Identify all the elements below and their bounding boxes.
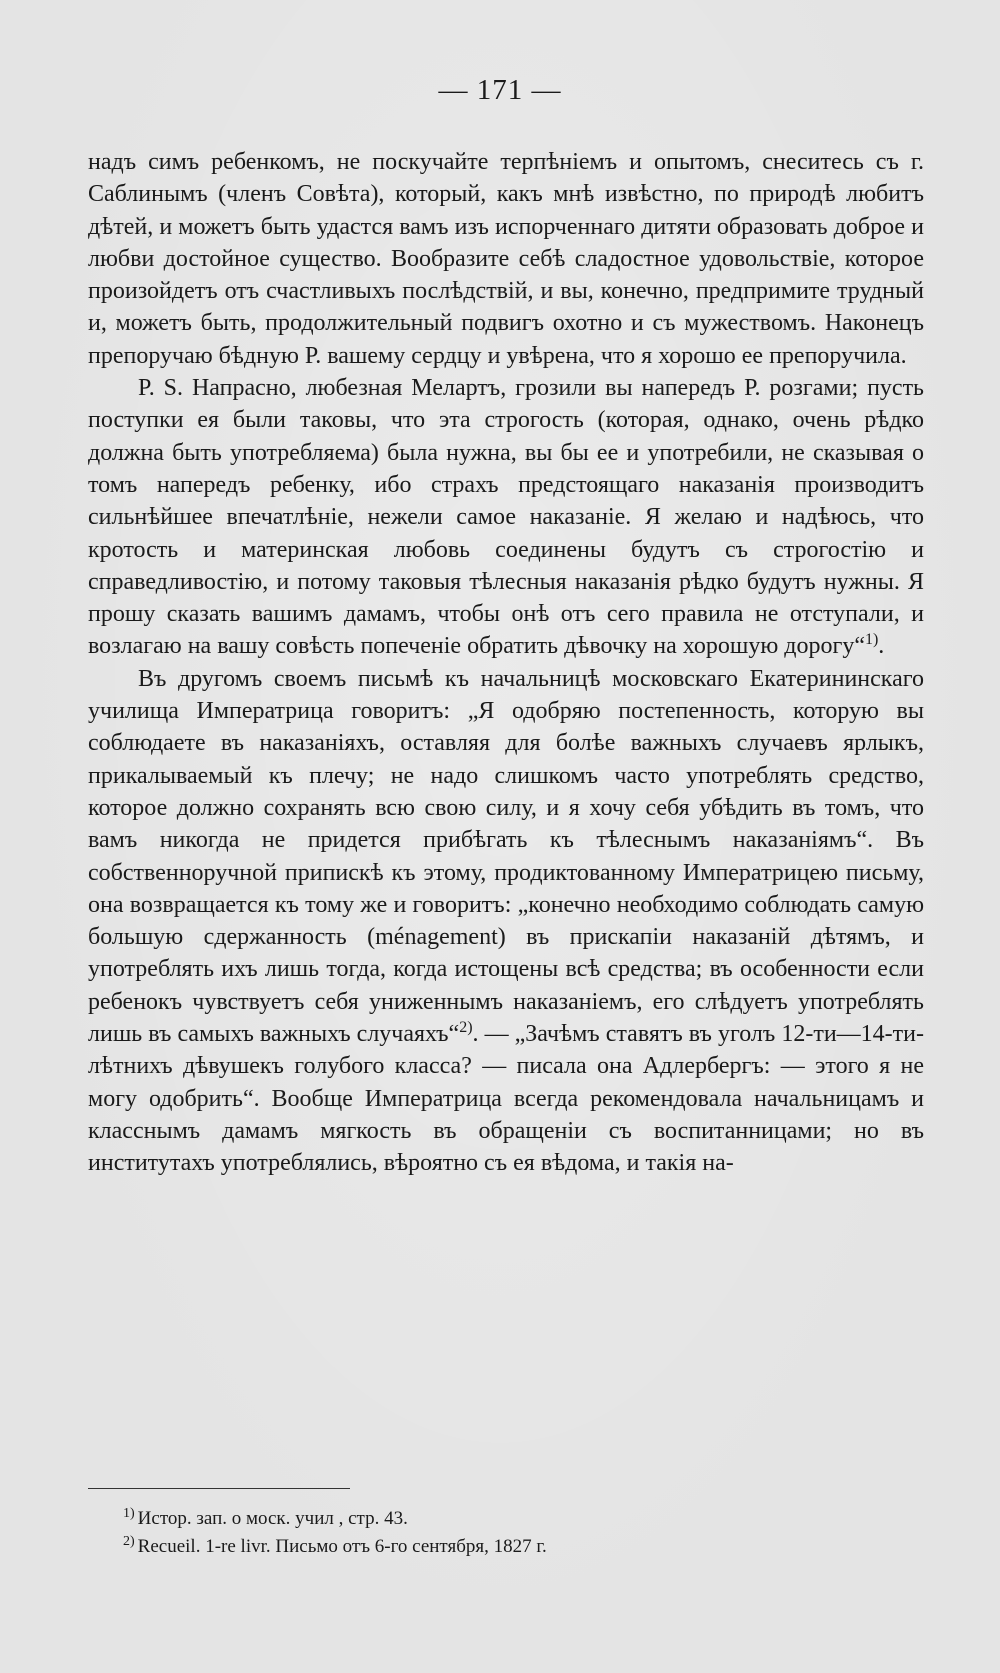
footnote-1 <box>123 1505 903 1533</box>
paragraph-3-tail: . — „Зачѣмъ ставятъ въ уголъ 12-ти—14-ти-лѣтнихъ дѣвушекъ голубого класса? — писала она Адлербергъ: — этого я не могу одобрить“. Вообще Императрица всегда рекомендовала начальницамъ и класснымъ дамамъ мягкость въ обращеніи съ воспитанницами; но въ институтахъ употреблялись, вѣроятно съ ея вѣдома, и такія на- <box>88 1021 924 1177</box>
paragraph-2-tail: . <box>878 633 885 660</box>
paragraph-3 <box>88 663 924 1180</box>
footnote-2 <box>123 1533 903 1561</box>
footnotes <box>123 1505 903 1561</box>
footnote-1-text: Истор. зап. о моск. учил , стр. 43. <box>137 1508 408 1529</box>
body-text <box>88 146 924 1180</box>
paragraph-1-text: надъ симъ ребенкомъ, не поскучайте терпѣніемъ и опытомъ, снеситесь съ г. Саблинымъ (членъ Совѣта), который, какъ мнѣ извѣстно, по природѣ любитъ дѣтей, и можетъ быть удастся вамъ изъ испорченнаго дитяти образовать доброе и любви достойное существо. Вообразите себѣ сладостное удовольствіе, которое произойдетъ отъ счастливыхъ послѣдствій, и вы, конечно, предпримите трудный и, можетъ быть, продолжительный подвигъ охотно и съ мужествомъ. Наконецъ препоручаю бѣдную Р. вашему сердцу и увѣрена, что я хорошо ее препоручила. <box>88 149 924 369</box>
footnote-ref-2: 2) <box>459 1019 473 1037</box>
paragraph-2-text: P. S. Напрасно, любезная Мелартъ, грозили вы напередъ Р. розгами; пусть поступки ея были таковы, что эта строгость (которая, однако, очень рѣдко должна быть употребляема) была нужна, вы бы ее и употребили, не сказывая о томъ напередъ ребенку, ибо страхъ предстоящаго наказанія производитъ сильнѣйшее впечатлѣніе, нежели самое наказаніе. Я желаю и надѣюсь, что кротость и материнская любовь соединены будутъ съ строгостію и справедливостію, и потому таковыя тѣлесныя наказанія рѣдко будутъ нужны. Я прошу сказать вашимъ дамамъ, чтобы онѣ отъ сего правила не отступали, и возлагаю на вашу совѣсть попеченіе обратить дѣвочку на хорошую дорогу“ <box>88 375 924 660</box>
paragraph-3-text: Въ другомъ своемъ письмѣ къ начальницѣ московскаго Екатерининскаго училища Императрица говоритъ: „Я одобряю постепенность, которую вы соблюдаете въ наказаніяхъ, оставляя для болѣе важныхъ случаевъ ярлыкъ, прикалываемый къ плечу; не надо слишкомъ часто употреблять средство, которое должно сохранять всю свою силу, и я хочу себя убѣдить въ томъ, что вамъ никогда не придется прибѣгать къ тѣлеснымъ наказаніямъ“. Въ собственноручной припискѣ къ этому, продиктованному Императрицею письму, она возвращается къ тому же и говоритъ: „конечно необходимо соблюдать самую большую сдержанность (ménagement) въ прискапіи наказаній дѣтямъ, и употреблять ихъ лишь тогда, когда истощены всѣ средства; въ особенности если ребенокъ чувствуетъ себя униженнымъ наказаніемъ, его слѣдуетъ употреблять лишь въ самыхъ важныхъ случаяхъ“ <box>88 665 924 1048</box>
page-number: — 171 — <box>438 74 562 106</box>
footnote-divider <box>88 1488 350 1489</box>
footnote-2-text: Recueil. 1-re livr. Письмо отъ 6-го сентября, 1827 г. <box>137 1536 547 1557</box>
footnote-1-mark: 1) <box>123 1505 135 1521</box>
footnote-ref-1: 1) <box>864 631 879 649</box>
footnote-2-mark: 2) <box>123 1533 135 1549</box>
paragraph-1 <box>88 146 924 372</box>
paragraph-2 <box>88 372 924 663</box>
